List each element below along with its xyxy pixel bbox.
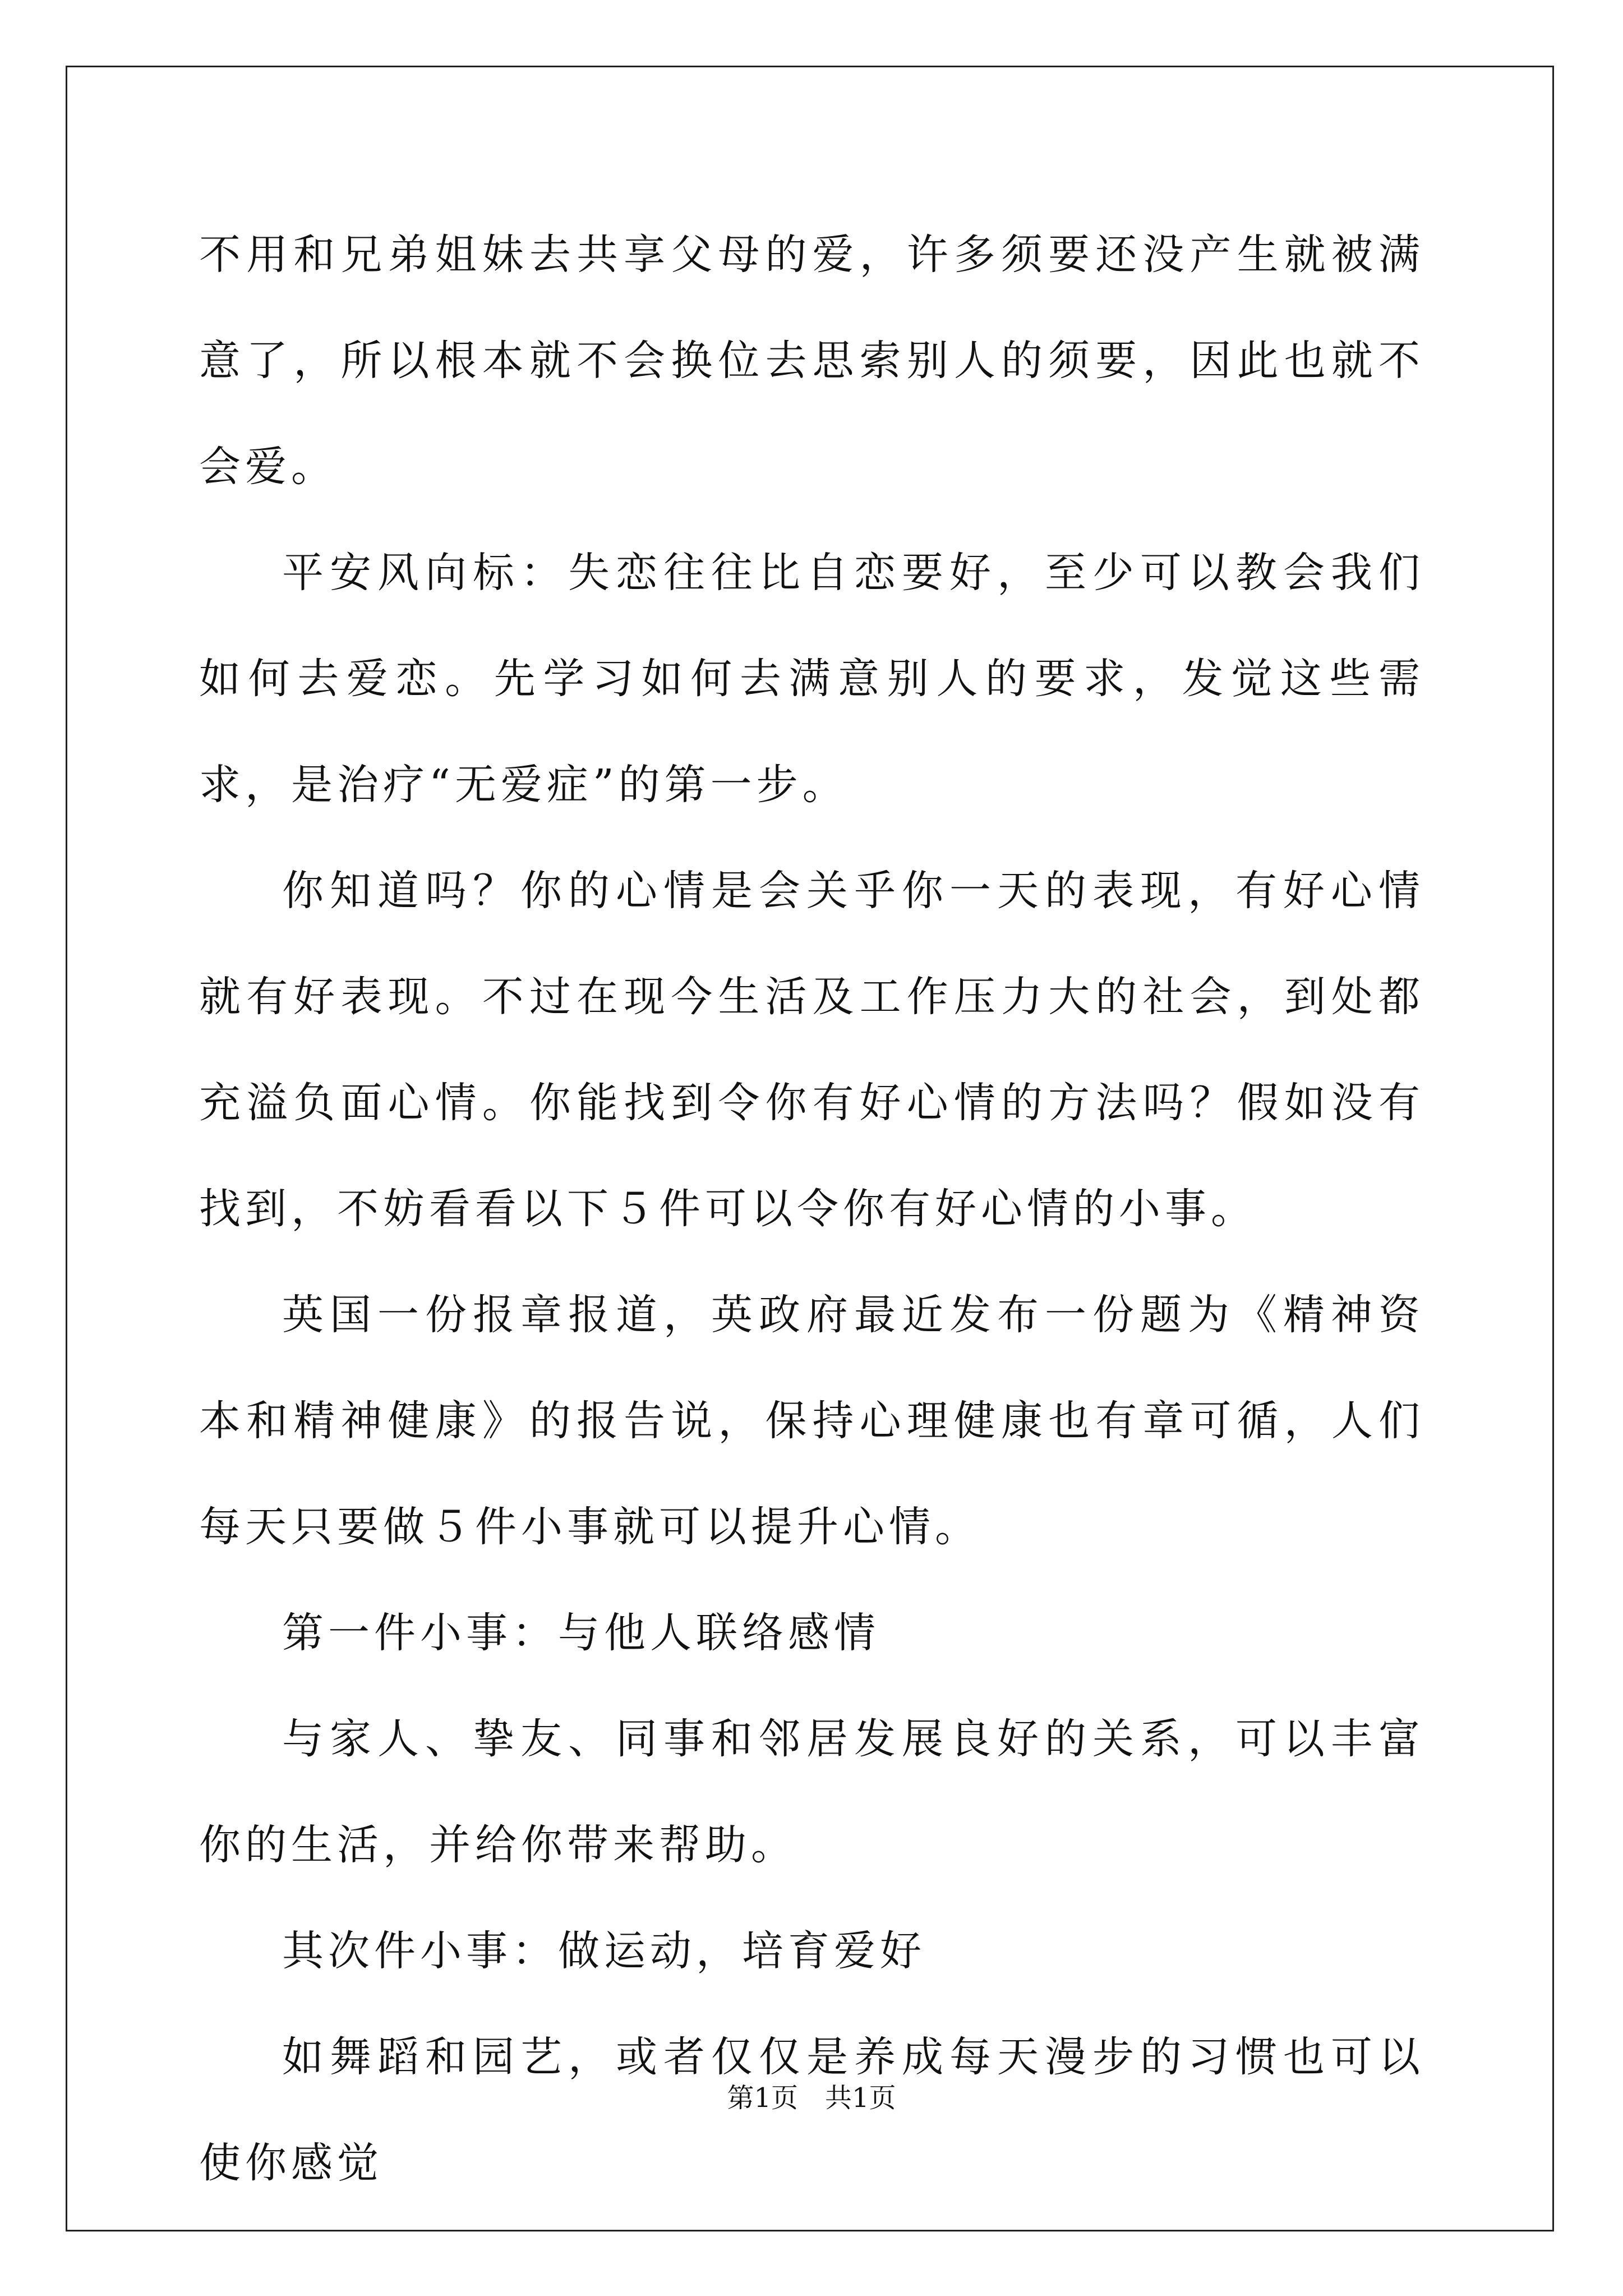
paragraph: 你知道吗？你的心情是会关乎你一天的表现，有好心情就有好表现。不过在现今生活及工作压力大的社会，到处都充溢负面心情。你能找到令你有好心情的方法吗？假如没有找到，不妨看看以下５件可以令你有好心情的小事。 <box>199 867 1424 1233</box>
paragraph: 与家人、挚友、同事和邻居发展良好的关系，可以丰富你的生活，并给你带来帮助。 <box>199 1715 1424 1869</box>
paragraph: 不用和兄弟姐妹去共享父母的爱，许多须要还没产生就被满意了，所以根本就不会换位去思索别人的须要，因此也就不会爱。 <box>199 231 1424 491</box>
section-heading: 其次件小事：做运动，培育爱好 <box>282 1927 926 1975</box>
paragraph: 英国一份报章报道，英政府最近发布一份题为《精神资本和精神健康》的报告说，保持心理健康也有章可循，人们每天只要做５件小事就可以提升心情。 <box>199 1291 1424 1551</box>
paragraph: 如舞蹈和园艺，或者仅仅是养成每天漫步的习惯也可以使你感觉 <box>199 2033 1424 2187</box>
document-body <box>199 202 1424 2216</box>
section-heading: 第一件小事：与他人联络感情 <box>282 1609 880 1657</box>
paragraph: 平安风向标：失恋往往比自恋要好，至少可以教会我们如何去爱恋。先学习如何去满意别人的要求，发觉这些需求，是治疗“无爱症”的第一步。 <box>199 549 1424 809</box>
page-number-footer: 第1页 共1页 <box>727 2082 896 2114</box>
